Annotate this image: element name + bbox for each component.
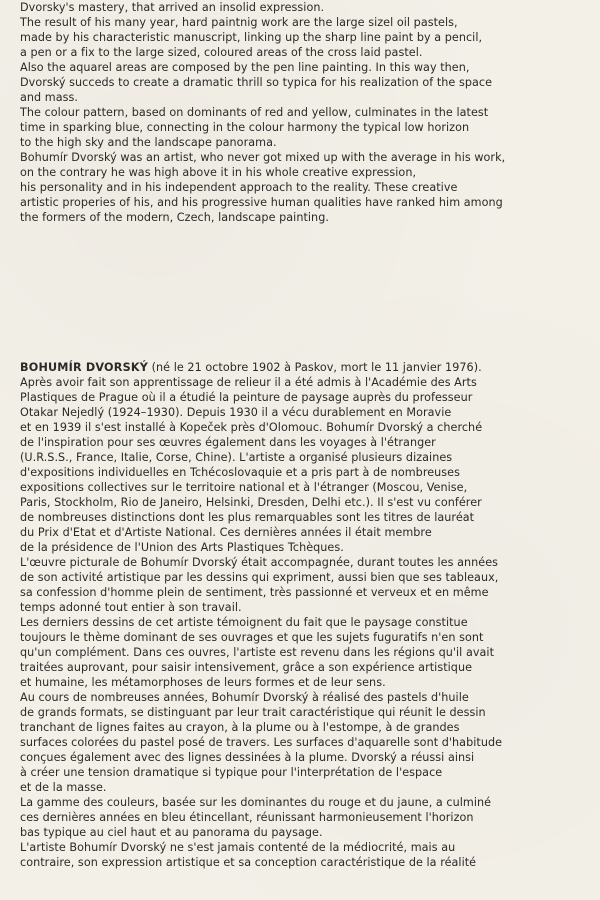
english-line: The colour pattern, based on dominants of red and yellow, culminates in the latest [20,106,489,119]
french-line: Paris, Stockholm, Rio de Janeiro, Helsinki, Dresden, Delhi etc.). Il s'est vu conférer [20,496,482,509]
english-line: and mass. [20,91,79,104]
french-line: Otakar Nejedlý (1924–1930). Depuis 1930 il a vécu durablement en Moravie [20,406,452,419]
french-line: Les derniers dessins de cet artiste témoignent du fait que le paysage constitue [20,616,468,629]
english-text-block [20,0,585,225]
french-line: qu'un complément. Dans ces ouvres, l'artiste est revenu dans les régions qu'il avait [20,646,495,659]
french-line: temps adonné tout entier à son travail. [20,601,242,614]
french-line: expositions collectives sur le territoire national et à l'étranger (Moscou, Venise, [20,481,468,494]
french-line: et humaine, les métamorphoses de leurs formes et de leur sens. [20,676,386,689]
french-line: Après avoir fait son apprentissage de relieur il a été admis à l'Académie des Arts [20,376,477,389]
english-line: on the contrary he was high above it in his whole creative expression, [20,166,417,179]
french-line: toujours le thème dominant de ses ouvrages et que les sujets fuguratifs n'en sont [20,631,484,644]
french-line: ces dernières années en bleu étincellant, réunissant harmonieusement l'horizon [20,811,474,824]
french-line: et de la masse. [20,781,107,794]
french-line: (U.R.S.S., France, Italie, Corse, Chine). L'artiste a organisé plusieurs dizaines [20,451,453,464]
french-line: tranchant de lignes faites au crayon, à la plume ou à l'estompe, à de grandes [20,721,460,734]
english-line: time in sparking blue, connecting in the colour harmony the typical low horizon [20,121,470,134]
english-line: his personality and in his independent approach to the reality. These creative [20,181,458,194]
french-line: L'artiste Bohumír Dvorský ne s'est jamais contenté de la médiocrité, mais au [20,841,456,854]
english-line: Dvorský succeds to create a dramatic thrill so typica for his realization of the space [20,76,493,89]
french-line: bas typique au ciel haut et au panorama du paysage. [20,826,323,839]
french-line: de la présidence de l'Union des Arts Plastiques Tchèques. [20,541,344,554]
french-line: conçues également avec des lignes dessinées à la plume. Dvorský a réussi ainsi [20,751,475,764]
french-line: de son activité artistique par les dessins qui expriment, aussi bien que ses tableaux, [20,571,499,584]
english-line: Dvorsky's mastery, that arrived an insolid expression. [20,1,325,14]
french-line: de nombreuses distinctions dont les plus remarquables sont les titres de lauréat [20,511,475,524]
french-line: à créer une tension dramatique si typique pour l'interprétation de l'espace [20,766,443,779]
artist-name: BOHUMÍR DVORSKÝ [20,361,148,374]
french-line: traitées auprovant, pour saisir intensivement, grâce a son expérience artistique [20,661,473,674]
french-line: de grands formats, se distinguant par leur trait caractéristique qui réunit le dessin [20,706,486,719]
english-line: the formers of the modern, Czech, landscape painting. [20,211,329,224]
french-line: et en 1939 il s'est installé à Kopeček près d'Olomouc. Bohumír Dvorský a cherché [20,421,483,434]
english-line: to the high sky and the landscape panorama. [20,136,277,149]
english-line: Also the aquarel areas are composed by the pen line painting. In this way then, [20,61,470,74]
french-line: du Prix d'Etat et d'Artiste National. Ces dernières années il était membre [20,526,432,539]
english-line: Bohumír Dvorský was an artist, who never got mixed up with the average in his work, [20,151,506,164]
french-line: surfaces colorées du pastel posé de travers. Les surfaces d'aquarelle sont d'habitude [20,736,503,749]
french-line: L'œuvre picturale de Bohumír Dvorský était accompagnée, durant toutes les années [20,556,499,569]
english-line: a pen or a fix to the large sized, coloured areas of the cross laid pastel. [20,46,423,59]
french-line: Au cours de nombreuses années, Bohumír Dvorský à réalisé des pastels d'huile [20,691,469,704]
french-line: Plastiques de Prague où il a étudié la peinture de paysage auprès du professeur [20,391,473,404]
french-line: contraire, son expression artistique et sa conception caractéristique de la réalité [20,856,477,869]
french-heading-line [20,360,585,375]
biography-dates: (né le 21 octobre 1902 à Paskov, mort le 11 janvier 1976). [148,361,482,374]
french-line: La gamme des couleurs, basée sur les dominantes du rouge et du jaune, a culminé [20,796,492,809]
english-line: artistic properies of his, and his progressive human qualities have ranked him among [20,196,503,209]
english-line: made by his characteristic manuscript, linking up the sharp line paint by a pencil, [20,31,483,44]
english-line: The result of his many year, hard paintnig work are the large sizel oil pastels, [20,16,458,29]
french-line: de l'inspiration pour ses œuvres également dans les voyages à l'étranger [20,436,436,449]
french-text-block [20,360,585,870]
french-line: sa confession d'homme plein de sentiment, très passionné et verveux et en même [20,586,489,599]
french-line: d'expositions individuelles en Tchécoslovaquie et a pris part à de nombreuses [20,466,460,479]
